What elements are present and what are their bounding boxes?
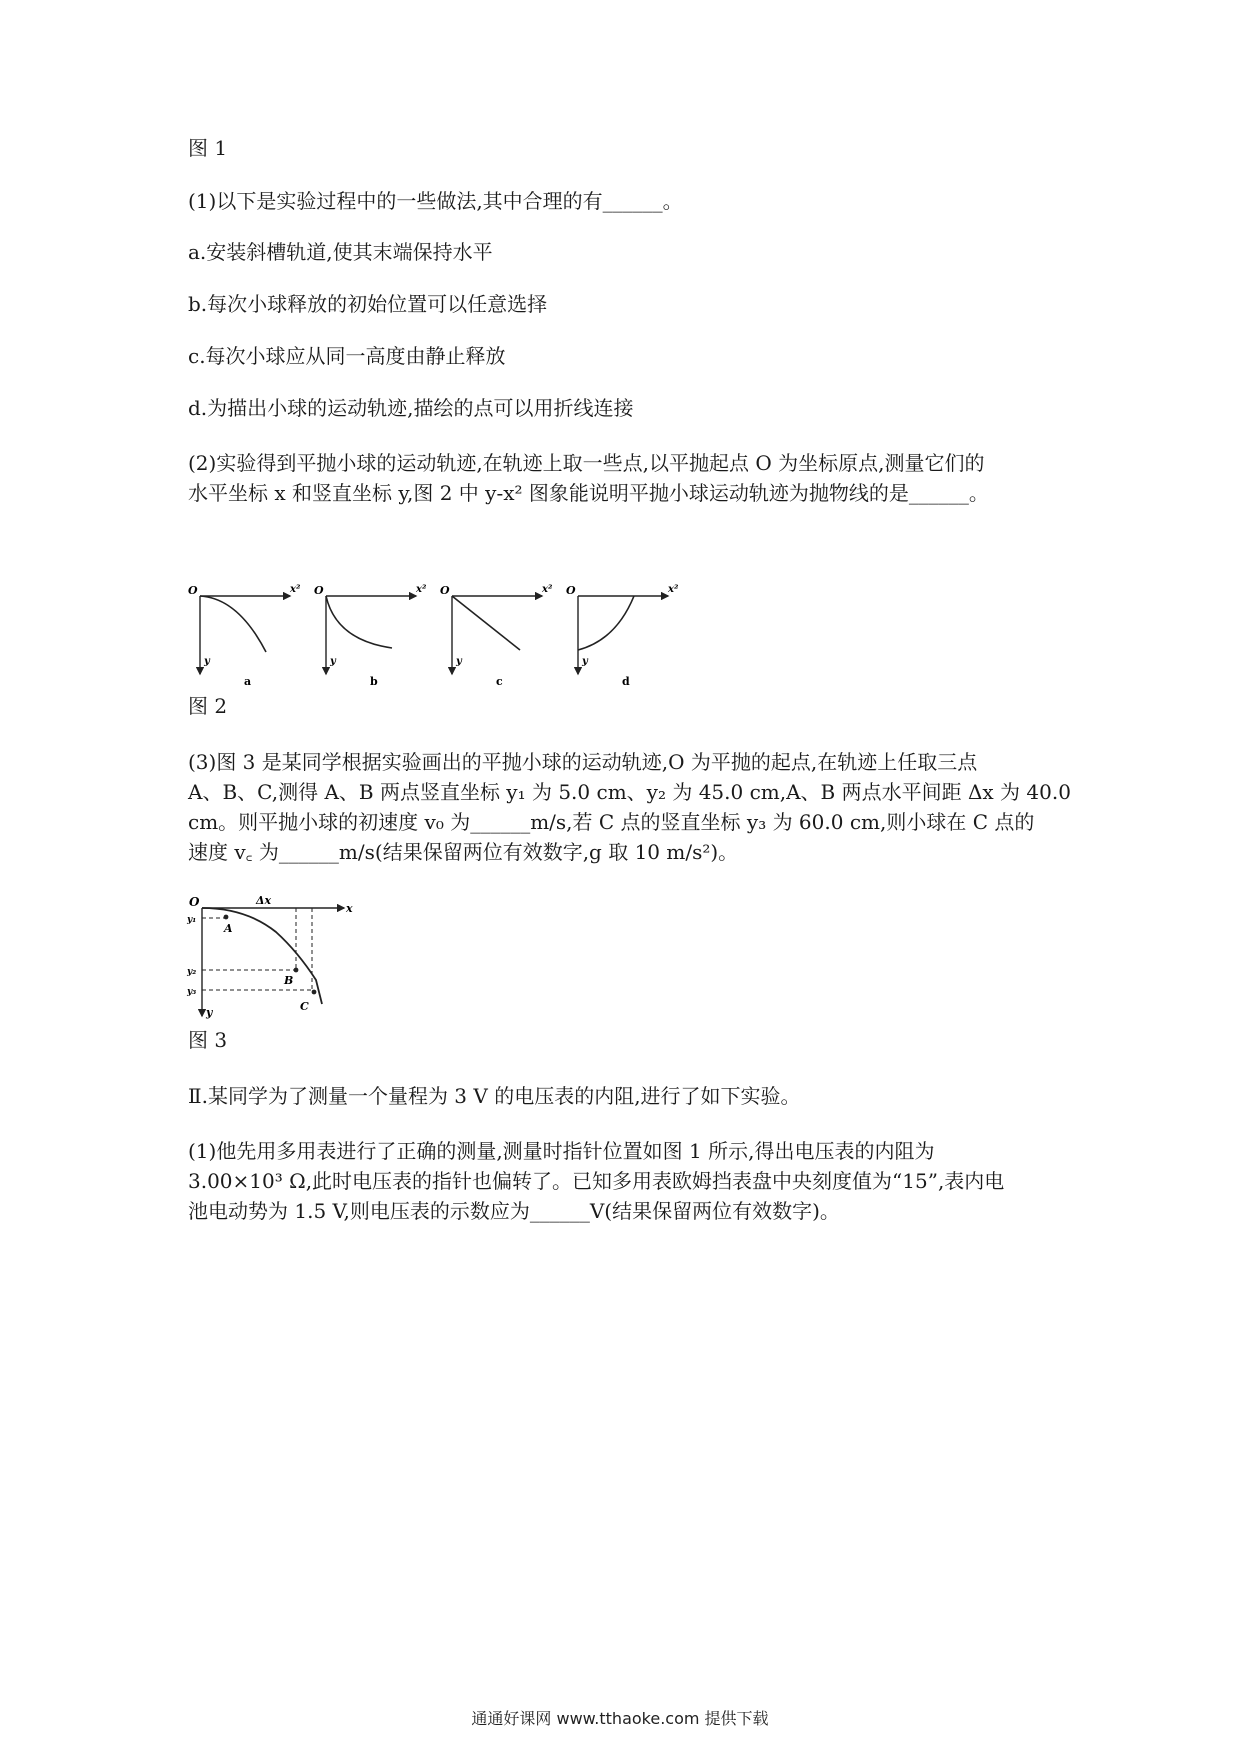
fig2-y-label: y <box>330 656 336 667</box>
fig3-dx-label: Δx <box>256 894 272 907</box>
q3-text-line3: cm。则平抛小球的初速度 v₀ 为______m/s,若 C 点的竖直坐标 y₃ 为 60.0 cm,则小球在 C 点的 <box>188 810 1035 834</box>
fig2-y-label: y <box>582 656 588 667</box>
fig3-point-b <box>294 968 299 973</box>
fig2-origin-label: O <box>440 584 450 597</box>
fig2-panel-label-d: d <box>622 675 630 688</box>
fig3-caption: 图 3 <box>188 1028 228 1052</box>
fig2-panel-a <box>188 584 301 688</box>
fig3-y1-label: y₁ <box>187 915 197 925</box>
fig2-panel-b <box>314 584 427 688</box>
q3-text-line4: 速度 v꜀ 为______m/s(结果保留两位有效数字,g 取 10 m/s²)。 <box>188 840 739 864</box>
fig2-panel-label-b: b <box>370 675 378 688</box>
fig2-x-label: x² <box>416 584 427 595</box>
fig2-origin-label: O <box>188 584 198 597</box>
fig3-y-label: y <box>206 1006 213 1019</box>
fig2-x-label: x² <box>290 584 301 595</box>
fig2-origin-label: O <box>314 584 324 597</box>
fig1-caption: 图 1 <box>188 136 228 160</box>
fig3-label-a: A <box>224 922 233 935</box>
q1-option-a: a.安装斜槽轨道,使其末端保持水平 <box>188 240 493 264</box>
q2-text-line2: 水平坐标 x 和竖直坐标 y,图 2 中 y-x² 图象能说明平抛小球运动轨迹为抛物线的是______。 <box>188 481 989 505</box>
footer-text: 通通好课网 www.tthaoke.com 提供下载 <box>471 1709 769 1728</box>
fig2-curve-a <box>200 596 266 652</box>
fig2-panel-label-c: c <box>496 675 503 688</box>
fig3-point-a <box>224 915 229 920</box>
q3-text-line1: (3)图 3 是某同学根据实验画出的平抛小球的运动轨迹,O 为平抛的起点,在轨迹上任取三点 <box>188 750 978 774</box>
q1-question: (1)以下是实验过程中的一些做法,其中合理的有______。 <box>188 189 683 213</box>
q1-option-c: c.每次小球应从同一高度由静止释放 <box>188 344 506 368</box>
fig3-y3-label: y₃ <box>187 987 197 997</box>
fig2-x-label: x² <box>542 584 553 595</box>
fig2-curve-b <box>326 596 392 648</box>
part2-text-line2: 3.00×10³ Ω,此时电压表的指针也偏转了。已知多用表欧姆挡表盘中央刻度值为“15”,表内电 <box>188 1169 1005 1193</box>
fig2-x-label: x² <box>668 584 679 595</box>
fig2-curve-d <box>578 596 634 650</box>
q3-text-line2: A、B、C,测得 A、B 两点竖直坐标 y₁ 为 5.0 cm、y₂ 为 45.0 cm,A、B 两点水平间距 Δx 为 40.0 <box>188 780 1071 804</box>
part2-text-line3: 池电动势为 1.5 V,则电压表的示数应为______V(结果保留两位有效数字)。 <box>188 1199 840 1223</box>
fig2-panel-c <box>440 584 553 688</box>
q1-option-b: b.每次小球释放的初始位置可以任意选择 <box>188 292 548 316</box>
fig3-label-c: C <box>300 1000 309 1013</box>
q1-option-d: d.为描出小球的运动轨迹,描绘的点可以用折线连接 <box>188 396 634 420</box>
fig3-origin-label: O <box>189 895 200 909</box>
q2-text-line1: (2)实验得到平抛小球的运动轨迹,在轨迹上取一些点,以平抛起点 O 为坐标原点,测量它们的 <box>188 451 985 475</box>
fig2-caption: 图 2 <box>188 694 228 718</box>
fig3-y2-label: y₂ <box>187 967 197 977</box>
fig2-panel-label-a: a <box>244 675 252 688</box>
fig2-origin-label: O <box>566 584 576 597</box>
fig3-label-b: B <box>284 974 294 987</box>
part2-heading: Ⅱ.某同学为了测量一个量程为 3 V 的电压表的内阻,进行了如下实验。 <box>188 1084 801 1108</box>
part2-text-line1: (1)他先用多用表进行了正确的测量,测量时指针位置如图 1 所示,得出电压表的内阻为 <box>188 1139 935 1163</box>
fig2-y-label: y <box>204 656 210 667</box>
fig3-trajectory <box>186 892 356 1022</box>
fig2-graphs <box>186 578 686 690</box>
fig3-point-c <box>312 990 317 995</box>
fig2-y-label: y <box>456 656 462 667</box>
fig3-x-label: x <box>346 902 353 915</box>
fig2-curve-c <box>452 596 520 650</box>
fig2-panel-d <box>566 584 679 688</box>
